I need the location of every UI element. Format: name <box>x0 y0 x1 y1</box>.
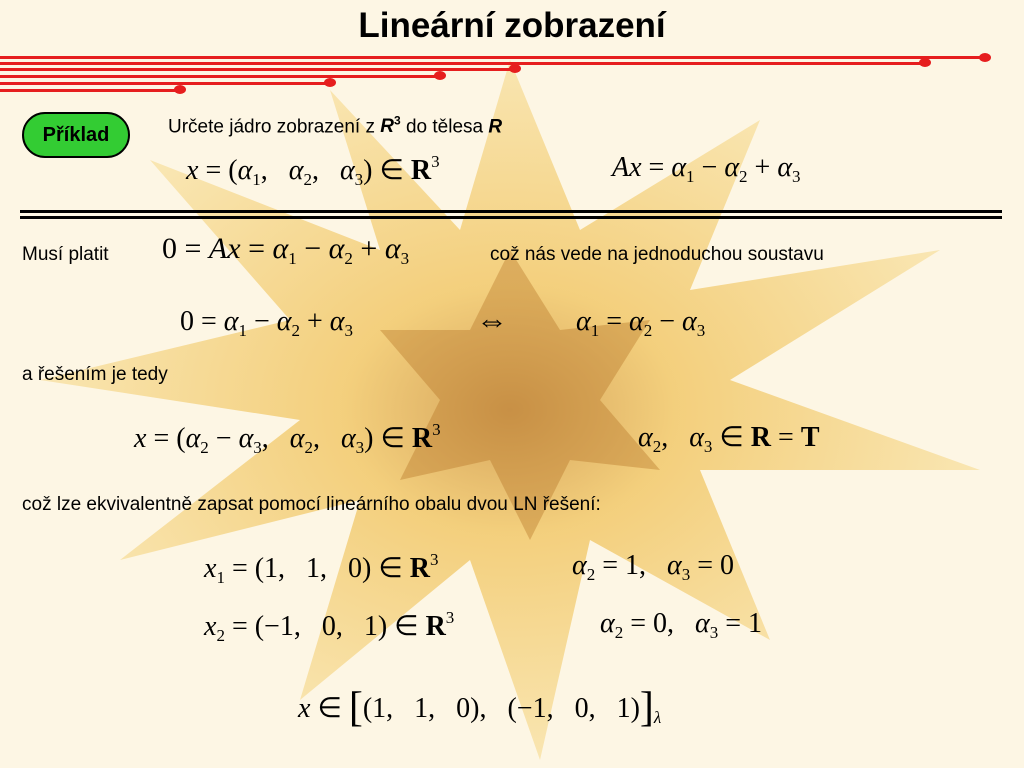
formula-x1-parameters: $\alpha_2 = 1$, $\alpha_3 = 0$ <box>572 550 734 584</box>
formula-kernel-condition: $0 = Ax = \alpha_1 - \alpha_2 + \alpha_3$ <box>162 232 410 268</box>
formula-x-definition: $x = (\alpha_1$, $\alpha_2$, $\alpha_3$) ∈ $R^3$ <box>186 152 440 189</box>
divider-top <box>20 210 1002 213</box>
formula-x2-parameters: $\alpha_2 = 0$, $\alpha_3 = 1$ <box>600 608 762 642</box>
equivalence-symbol: ⇔ <box>476 302 508 338</box>
leads-to-text: což nás vede na jednoduchou soustavu <box>490 244 824 265</box>
formula-system: $0 = \alpha_1 - \alpha_2 + \alpha_3$ <box>180 306 353 340</box>
formula-x2: $x_2 = (-1$, 0, 1) ∈ $R^3$ <box>204 608 455 645</box>
formula-map-definition: $Ax = \alpha_1 - \alpha_2 + \alpha_3$ <box>612 152 801 186</box>
example-badge: Příklad <box>22 112 130 158</box>
formula-alpha1-expression: $\alpha_1 = \alpha_2 - \alpha_3$ <box>576 306 706 340</box>
page-title: Lineární zobrazení <box>358 6 666 45</box>
solution-label: a řešením je tedy <box>22 364 168 385</box>
formula-x1: $x_1 = (1$, 1, 0) ∈ $R^3$ <box>204 550 439 587</box>
formula-parameters: $\alpha_2$, $\alpha_3$ ∈ R = T <box>638 422 820 456</box>
formula-linear-span: x ∈ [(1, 1, 0), (−1, 0, $1)]_\lambda$ <box>298 685 662 731</box>
divider-bottom <box>20 216 1002 219</box>
must-hold-label: Musí platit <box>22 244 109 265</box>
formula-general-solution: $x = (\alpha_2 - \alpha_3$, $\alpha_2$, $\alpha_3$) ∈ $R^3$ <box>134 420 441 457</box>
equivalently-text: což lze ekvivalentně zapsat pomocí lineárního obalu dvou LN řešení: <box>22 494 601 515</box>
task-text: Určete jádro zobrazení z $R^3$ do tělesa R <box>168 114 503 138</box>
